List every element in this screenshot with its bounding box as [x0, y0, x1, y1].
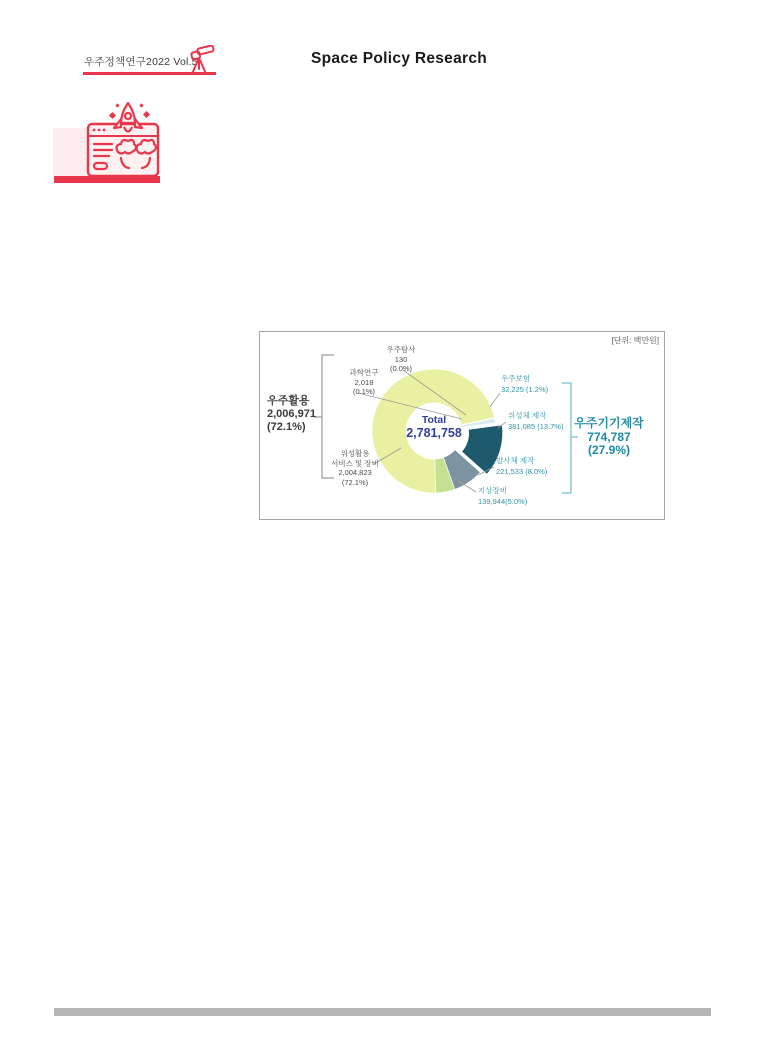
budget-donut-chart-panel — [259, 331, 665, 520]
label-satellite-services: 위성활용 서비스 및 장비 2,004,823 (72.1%) — [331, 449, 379, 487]
total-value: 2,781,758 — [406, 426, 462, 440]
label-ground-equipment: 지상장비 139,944(5.0%) — [478, 486, 528, 506]
total-label: Total — [421, 414, 447, 426]
label-satellite-manufacturing: 위성체 제작 381,085 (13.7%) — [508, 411, 564, 431]
label-science-research: 과학연구 2,018 (0.1%) — [349, 368, 379, 396]
chart-total — [394, 414, 474, 440]
chart-unit-label: [단위: 백만원] — [611, 336, 659, 345]
rocket-launch-browser-icon — [50, 100, 165, 185]
page-title: Space Policy Research — [311, 50, 488, 67]
label-space-insurance: 우주보험 32,225 (1.2%) — [501, 374, 549, 394]
label-launch-vehicle-manufacturing: 발사체 제작 221,533 (8.0%) — [496, 456, 548, 476]
footer-rule-bar — [54, 1008, 711, 1016]
header-accent-rule — [83, 72, 216, 75]
journal-name: 우주정책연구2022 Vol.5 — [84, 56, 198, 68]
label-space-exploration: 우주탐사 130 (0.0%) — [386, 345, 416, 373]
group-label-space-utilization: 우주활용 2,006,971 (72.1%) — [267, 395, 316, 433]
group-label-space-equipment-manufacturing: 우주기기제작 774,787 (27.9%) — [574, 416, 644, 457]
